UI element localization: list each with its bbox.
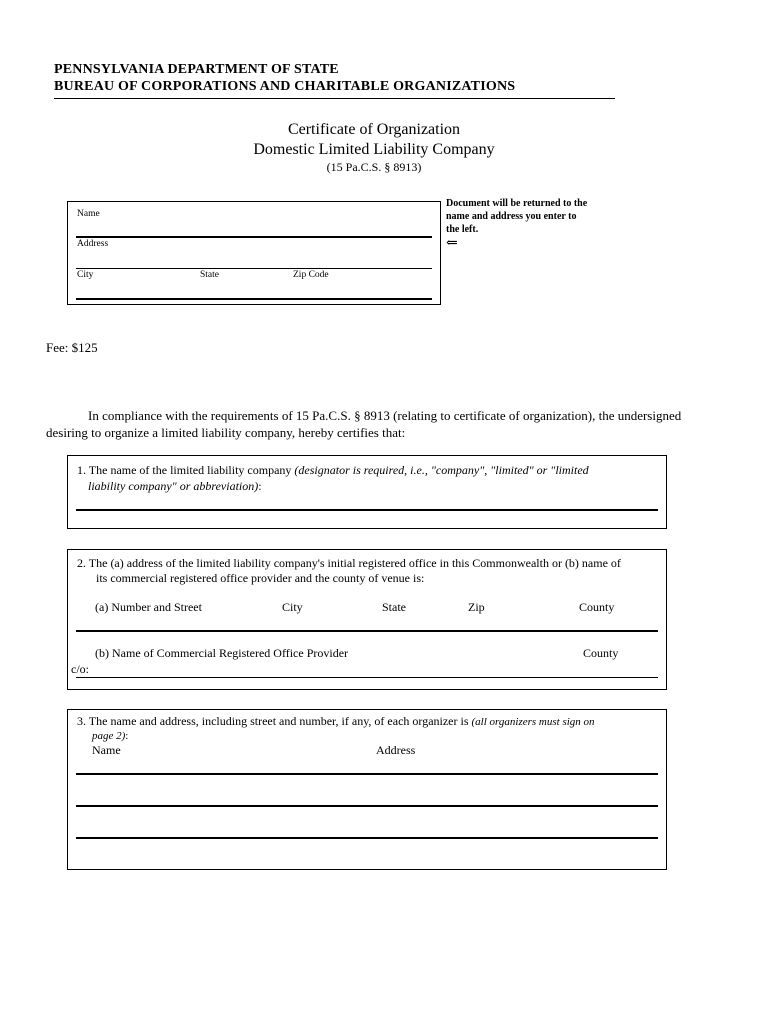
form-title: Certificate of Organization xyxy=(287,121,461,138)
compliance-line2: desiring to organize a limited liability company, hereby certifies that: xyxy=(46,425,406,440)
section-1-text: 1. The name of the limited liability company xyxy=(77,463,295,477)
address-field[interactable] xyxy=(76,268,432,269)
name-field[interactable] xyxy=(76,236,432,238)
zip-code-label: Zip Code xyxy=(293,270,329,280)
section-3-box xyxy=(67,709,667,870)
commercial-provider-field[interactable] xyxy=(76,677,658,678)
city-state-zip-field[interactable] xyxy=(76,298,432,300)
section-1-designator-note-cont: liability company" or abbreviation) xyxy=(88,479,259,493)
section-3-text: 3. The name and address, including street and number, if any, of each organizer is xyxy=(77,714,472,728)
organizer-line-1[interactable] xyxy=(76,773,658,775)
name-label: Name xyxy=(77,209,100,219)
header-rule xyxy=(54,98,615,99)
organizer-line-3[interactable] xyxy=(76,837,658,839)
section-1-line1 xyxy=(77,463,589,478)
return-note-line2: name and address you enter to xyxy=(446,211,577,222)
section-2-line1: 2. The (a) address of the limited liability company's initial registered office in this Commonwealth or (b) name of xyxy=(77,556,621,570)
return-note xyxy=(446,197,587,252)
col-city: City xyxy=(282,600,303,614)
section-3-line1 xyxy=(77,714,595,729)
section-2-box xyxy=(67,549,667,690)
city-label: City xyxy=(77,270,94,280)
address-label: Address xyxy=(77,239,109,249)
statute-reference: (15 Pa.C.S. § 8913) xyxy=(326,160,422,174)
bureau-name: BUREAU OF CORPORATIONS AND CHARITABLE ORGANIZATIONS xyxy=(54,79,516,94)
section-1-designator-note: (designator is required, i.e., "company", "limited" or "limited xyxy=(294,463,589,477)
section-1-line2 xyxy=(88,479,262,494)
state-label: State xyxy=(200,270,219,280)
section-1-box xyxy=(67,455,667,529)
section-3-line2 xyxy=(92,730,128,742)
return-note-line1: Document will be returned to the xyxy=(446,198,588,209)
section-1-colon: : xyxy=(258,479,262,493)
col-organizer-address: Address xyxy=(376,743,416,757)
company-name-field[interactable] xyxy=(76,509,658,511)
provider-county-label: County xyxy=(583,646,619,660)
col-zip: Zip xyxy=(468,600,485,614)
col-county: County xyxy=(579,600,615,614)
compliance-line1: In compliance with the requirements of 15 Pa.C.S. § 8913 (relating to certificate of organization), the undersigned xyxy=(88,408,682,423)
commercial-provider-label: (b) Name of Commercial Registered Office Provider xyxy=(95,646,349,660)
col-state: State xyxy=(382,600,406,614)
fee-label: Fee: $125 xyxy=(46,340,98,355)
department-name: PENNSYLVANIA DEPARTMENT OF STATE xyxy=(54,62,339,77)
col-organizer-name: Name xyxy=(92,743,121,757)
section-2-line2: its commercial registered office provider and the county of venue is: xyxy=(96,571,425,585)
co-label: c/o: xyxy=(71,662,89,676)
return-note-line3: the left. xyxy=(446,224,479,235)
form-subtitle: Domestic Limited Liability Company xyxy=(253,141,495,158)
col-number-street: (a) Number and Street xyxy=(95,600,202,614)
section-3-organizer-note: (all organizers must sign on xyxy=(471,716,595,728)
left-arrow-icon: ⇐ xyxy=(446,236,458,251)
section-3-colon: : xyxy=(125,730,129,742)
registered-office-address-field[interactable] xyxy=(76,630,658,632)
section-3-organizer-note-cont: page 2) xyxy=(92,730,126,742)
organizer-line-2[interactable] xyxy=(76,805,658,807)
return-address-box xyxy=(67,201,441,305)
